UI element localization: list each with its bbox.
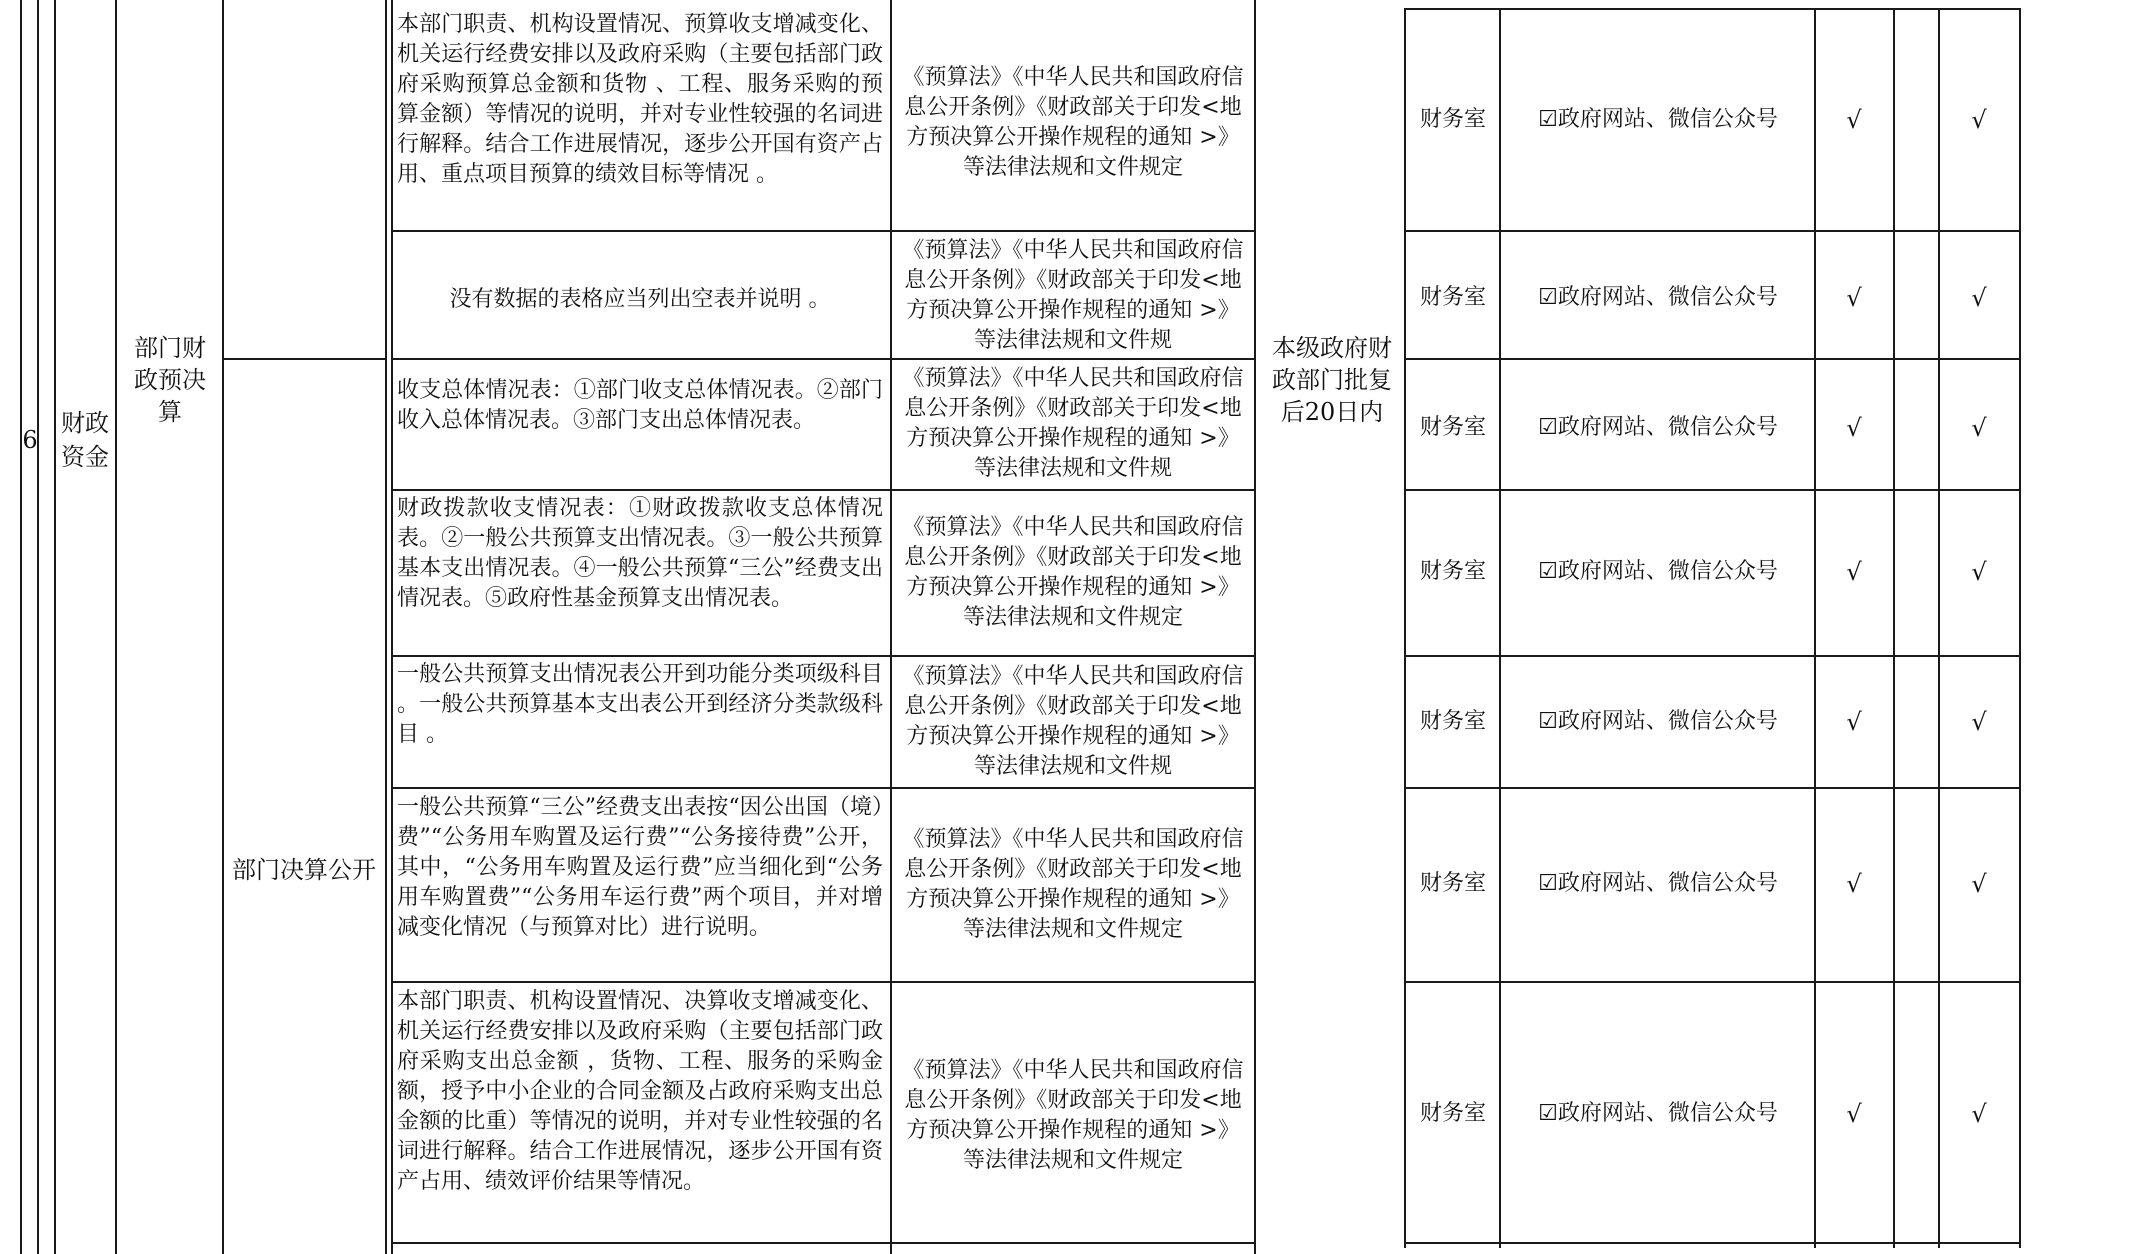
check-mark: √ bbox=[1971, 106, 1987, 134]
publish-channel: ☑政府网站、微信公众号 bbox=[1538, 709, 1778, 734]
check-mark: √ bbox=[1971, 870, 1987, 898]
column-divider bbox=[1254, 0, 1256, 1254]
column-divider bbox=[115, 0, 117, 1254]
table-row-content: 本部门职责、机构设置情况、预算收支增减变化、机关运行经费安排以及政府采购（主要包括部门政府采购预算总金额和货物 、工程、服务采购的预算金额）等情况的说明，并对专业性较强的名词进行解释。结合工作进展情况，逐步公开国有资产占用、重点项目预算的绩效目标等情况 。 bbox=[397, 12, 883, 187]
check-mark: √ bbox=[1971, 708, 1987, 736]
column-divider bbox=[890, 0, 892, 1254]
row-divider bbox=[391, 489, 1254, 491]
column-divider bbox=[1938, 8, 1940, 1248]
time-limit-cell: 本级政府财政部门批复后20日内 bbox=[1272, 334, 1392, 426]
check-mark: √ bbox=[1846, 708, 1862, 736]
publish-channel: ☑政府网站、微信公众号 bbox=[1538, 107, 1778, 132]
table-row-content: 一般公共预算“三公”经费支出表按“因公出国（境）费”“公务用车购置及运行费”“公务接待费”公开，其中，“公务用车购置及运行费”应当细化到“公务用车购置费”“公务用车运行费”两个项目，并对增减变化情况（与预算对比）进行说明。 bbox=[397, 795, 883, 940]
column-divider bbox=[1814, 8, 1816, 1248]
check-mark: √ bbox=[1846, 284, 1862, 312]
row-divider bbox=[1404, 230, 2019, 232]
legal-basis-cell: 《预算法》《中华人民共和国政府信息公开条例》《财政部关于印发<地方预决算公开操作规程的通知 >》等法律法规和文件规定 bbox=[902, 65, 1244, 180]
table-row-content: 财政拨款收支情况表：①财政拨款收支总体情况表。②一般公共预算支出情况表。③一般公共预算基本支出情况表。④一般公共预算“三公”经费支出情况表。⑤政府性基金预算支出情况表。 bbox=[397, 496, 883, 611]
table-row-content: 收支总体情况表：①部门收支总体情况表。②部门收入总体情况表。③部门支出总体情况表。 bbox=[397, 378, 883, 433]
check-mark: √ bbox=[1971, 284, 1987, 312]
row-divider bbox=[391, 358, 1254, 360]
column-divider bbox=[385, 0, 387, 1254]
row-divider bbox=[391, 981, 1254, 983]
publish-channel: ☑政府网站、微信公众号 bbox=[1538, 1101, 1778, 1126]
category-cell: 财政资金 bbox=[61, 409, 109, 471]
table-row-content: 没有数据的表格应当列出空表并说明 。 bbox=[449, 287, 831, 312]
table-border-left bbox=[20, 0, 22, 1254]
column-divider bbox=[1893, 8, 1895, 1248]
table-border-bottom bbox=[1404, 1242, 2019, 1244]
row-divider bbox=[391, 230, 1254, 232]
final-account-subsection: 部门决算公开 bbox=[232, 856, 376, 884]
responsible-office: 财务室 bbox=[1419, 415, 1486, 440]
column-divider bbox=[1404, 8, 1406, 1248]
legal-basis-cell: 《预算法》《中华人民共和国政府信息公开条例》《财政部关于印发<地方预决算公开操作规程的通知 >》等法律法规和文件规定 bbox=[902, 515, 1244, 630]
check-mark: √ bbox=[1846, 1100, 1862, 1128]
table-border-bottom bbox=[391, 1242, 1254, 1244]
table-row-content: 一般公共预算支出情况表公开到功能分类项级科目 。一般公共预算基本支出表公开到经济分类款级科目 。 bbox=[397, 662, 883, 747]
row-divider bbox=[1404, 489, 2019, 491]
row-divider bbox=[1404, 358, 2019, 360]
check-mark: √ bbox=[1846, 414, 1862, 442]
legal-basis-cell: 《预算法》《中华人民共和国政府信息公开条例》《财政部关于印发<地方预决算公开操作规程的通知 >》等法律法规和文件规定 bbox=[902, 827, 1244, 942]
publish-channel: ☑政府网站、微信公众号 bbox=[1538, 415, 1778, 440]
responsible-office: 财务室 bbox=[1419, 871, 1486, 896]
subsection-divider bbox=[222, 358, 385, 360]
row-divider bbox=[391, 655, 1254, 657]
legal-basis-cell: 《预算法》《中华人民共和国政府信息公开条例》《财政部关于印发<地方预决算公开操作规程的通知 >》等法律法规和文件规 bbox=[902, 238, 1244, 353]
table-border-top bbox=[1404, 8, 2019, 10]
check-mark: √ bbox=[1971, 1100, 1987, 1128]
subcategory-cell: 部门财政预决算 bbox=[134, 334, 206, 426]
legal-basis-cell: 《预算法》《中华人民共和国政府信息公开条例》《财政部关于印发<地方预决算公开操作规程的通知 >》等法律法规和文件规定 bbox=[902, 1058, 1244, 1173]
check-mark: √ bbox=[1971, 558, 1987, 586]
responsible-office: 财务室 bbox=[1419, 559, 1486, 584]
responsible-office: 财务室 bbox=[1419, 107, 1486, 132]
table-row-content: 本部门职责、机构设置情况、决算收支增减变化、机关运行经费安排以及政府采购（主要包括部门政府采购支出总金额 ，货物、工程、服务的采购金额，授予中小企业的合同金额及占政府采购支出总金额的比重）等情况的说明，并对专业性较强的名词进行解释。结合工作进展情况，逐步公开国有资产占用、绩效评价结果等情况。 bbox=[397, 989, 883, 1194]
row-divider bbox=[1404, 655, 2019, 657]
legal-basis-cell: 《预算法》《中华人民共和国政府信息公开条例》《财政部关于印发<地方预决算公开操作规程的通知 >》等法律法规和文件规 bbox=[902, 664, 1244, 779]
column-divider bbox=[2019, 8, 2021, 1248]
check-mark: √ bbox=[1846, 106, 1862, 134]
check-mark: √ bbox=[1846, 870, 1862, 898]
responsible-office: 财务室 bbox=[1419, 285, 1486, 310]
publish-channel: ☑政府网站、微信公众号 bbox=[1538, 559, 1778, 584]
publish-channel: ☑政府网站、微信公众号 bbox=[1538, 285, 1778, 310]
column-divider bbox=[391, 0, 393, 1254]
column-divider bbox=[1499, 8, 1501, 1248]
check-mark: √ bbox=[1846, 558, 1862, 586]
column-divider bbox=[37, 0, 39, 1254]
responsible-office: 财务室 bbox=[1419, 1101, 1486, 1126]
column-divider bbox=[222, 0, 224, 1254]
row-number: 6 bbox=[22, 426, 38, 454]
publish-channel: ☑政府网站、微信公众号 bbox=[1538, 871, 1778, 896]
check-mark: √ bbox=[1971, 414, 1987, 442]
legal-basis-cell: 《预算法》《中华人民共和国政府信息公开条例》《财政部关于印发<地方预决算公开操作规程的通知 >》等法律法规和文件规 bbox=[902, 366, 1244, 481]
responsible-office: 财务室 bbox=[1419, 709, 1486, 734]
row-divider bbox=[1404, 787, 2019, 789]
column-divider bbox=[54, 0, 56, 1254]
row-divider bbox=[1404, 981, 2019, 983]
row-divider bbox=[391, 787, 1254, 789]
